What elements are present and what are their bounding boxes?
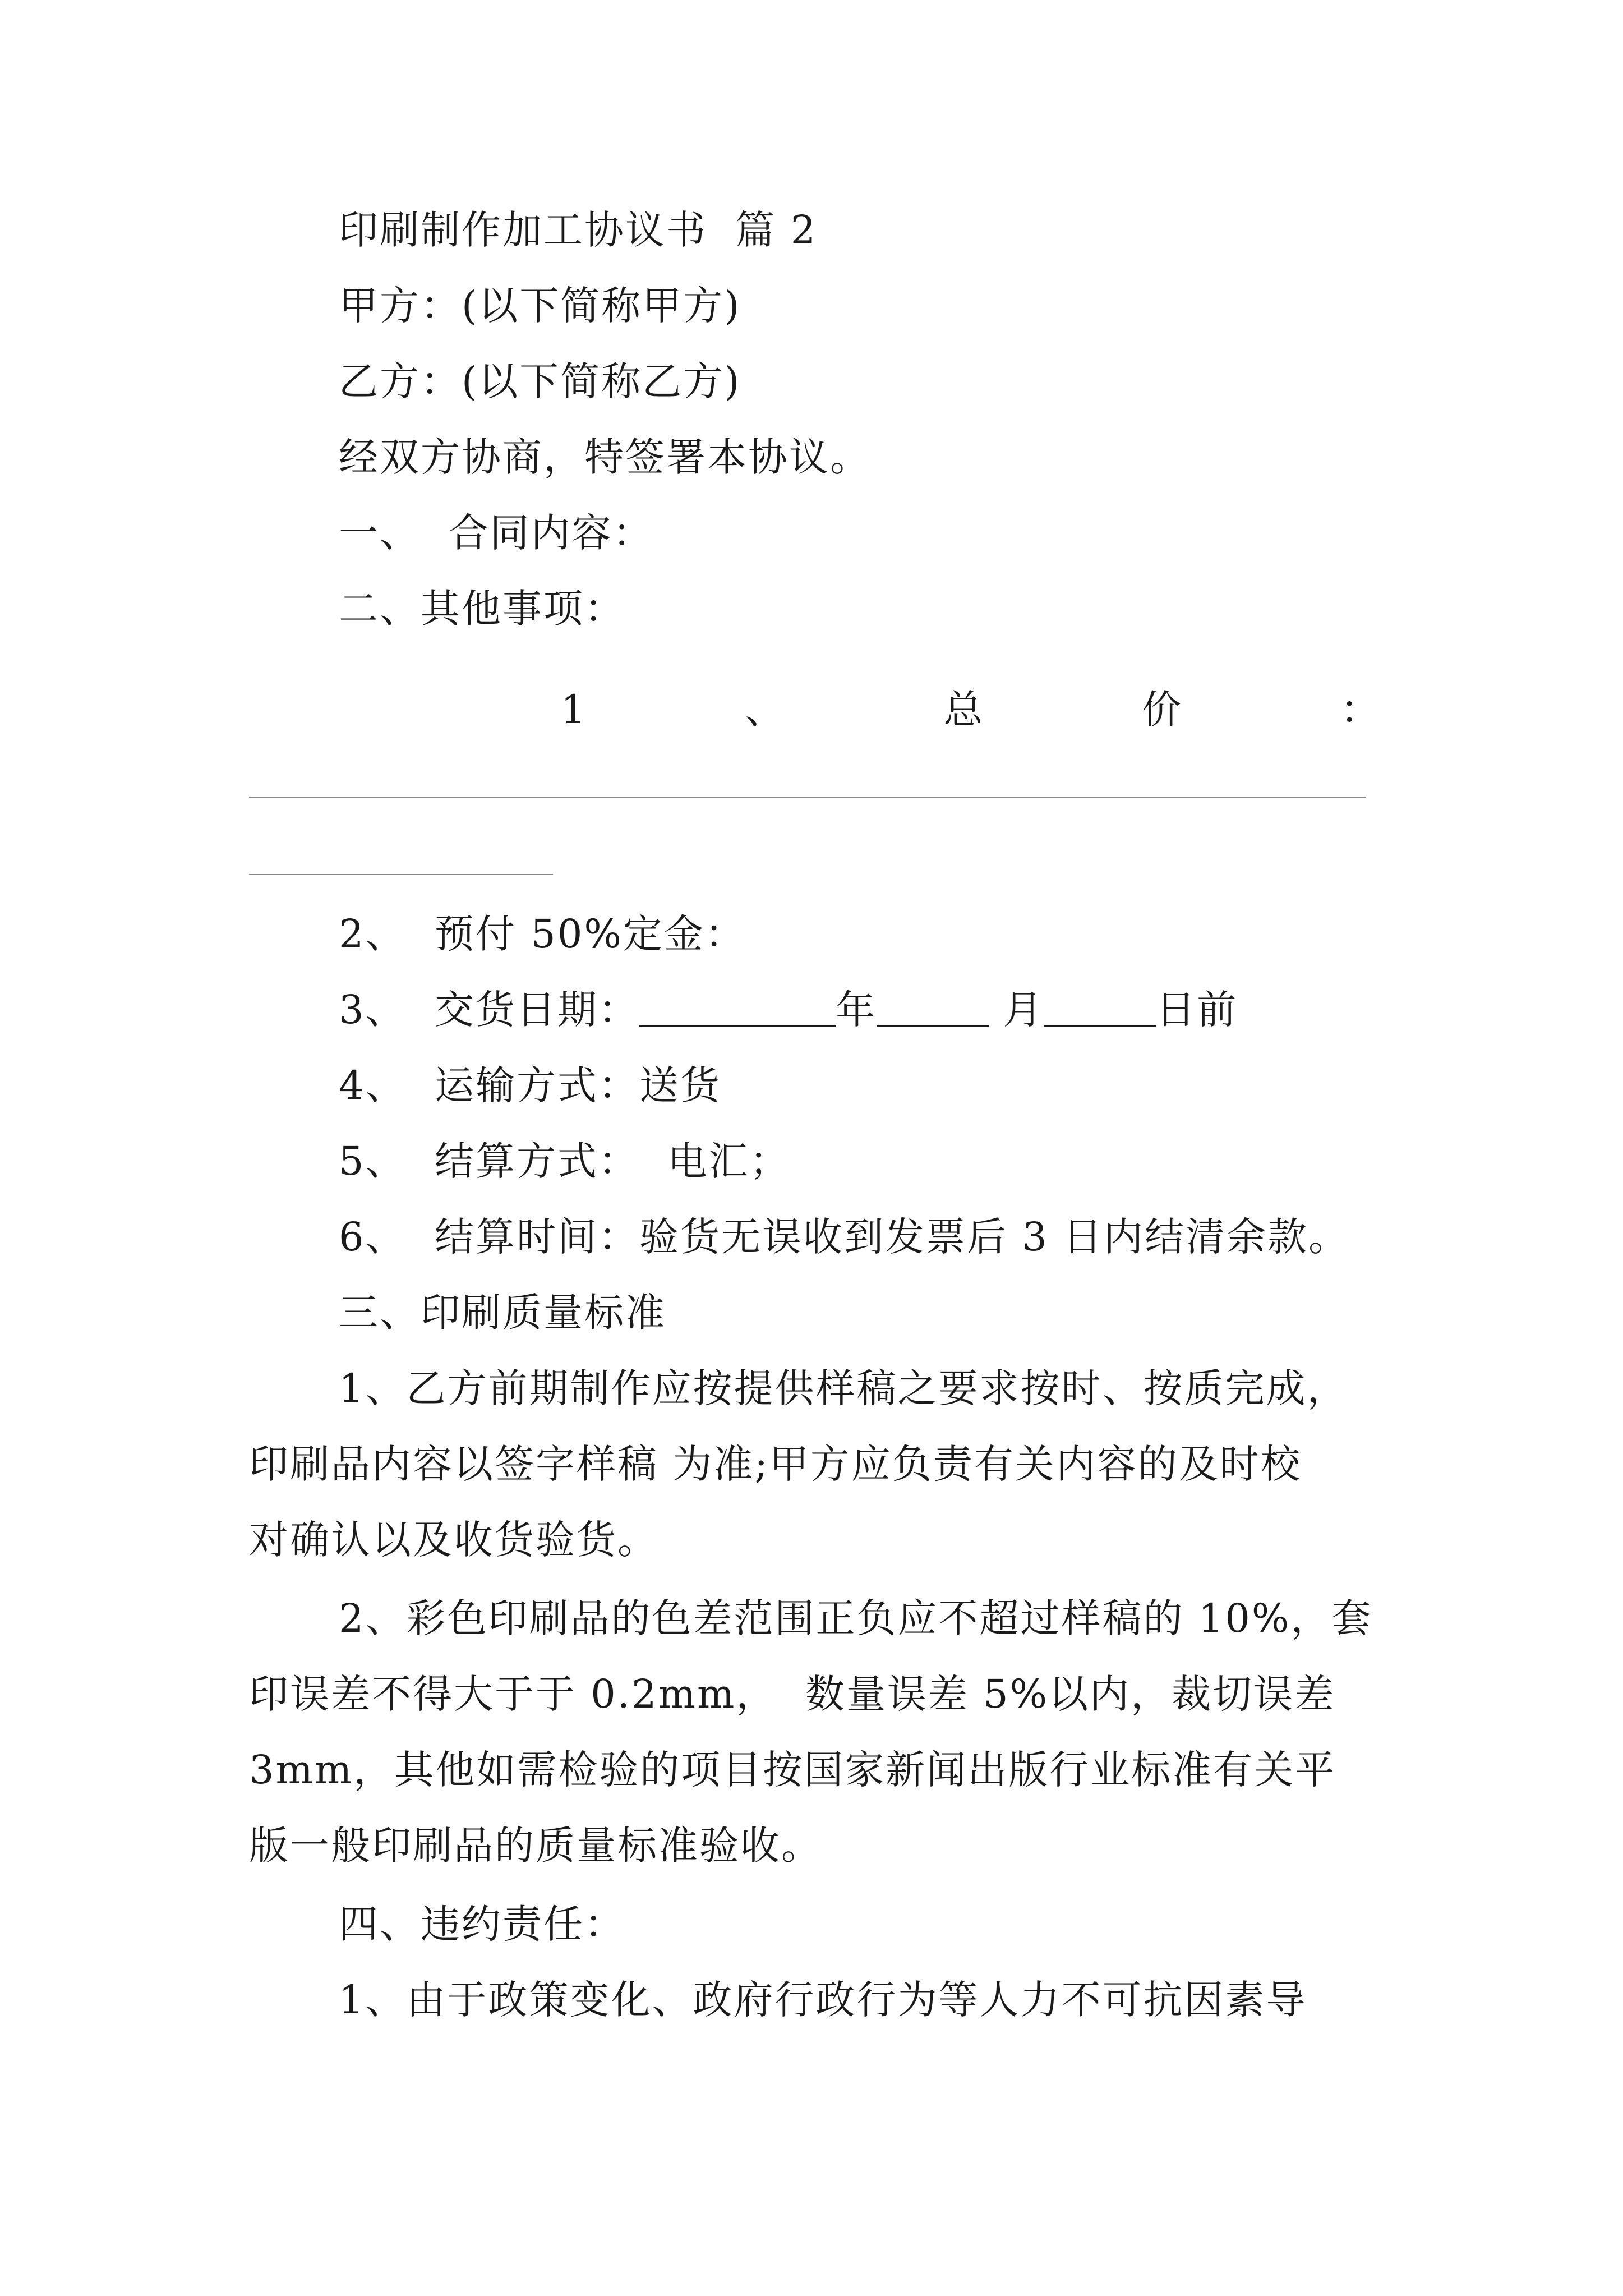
intro-text: 经双方协商，特签署本协议。 xyxy=(339,434,871,480)
paragraph-2-line-1: 2、彩色印刷品的色差范围正负应不超过样稿的 10%，套 xyxy=(339,1595,1373,1641)
total-price-line xyxy=(561,684,1380,735)
section-4-heading: 四、违约责任： xyxy=(339,1901,625,1947)
item-4-transport: 4、 运输方式：送货 xyxy=(339,1062,722,1108)
total-price-number: 1 xyxy=(561,687,586,733)
paragraph-2-line-3: 3mm，其他如需检验的项目按国家新闻出版行业标准有关平 xyxy=(249,1747,1336,1793)
total-price-blank-line-2 xyxy=(249,874,553,875)
paragraph-1-line-3: 对确认以及收货验货。 xyxy=(249,1517,658,1563)
year-blank xyxy=(639,991,836,1027)
paragraph-1-line-1: 1、乙方前期制作应按提供样稿之要求按时、按质完成， xyxy=(339,1365,1348,1411)
item-6-settlement-time: 6、 结算时间：验货无误收到发票后 3 日内结清余款。 xyxy=(339,1214,1350,1260)
day-blank xyxy=(1044,991,1156,1027)
section-2-heading: 二、其他事项： xyxy=(339,586,625,632)
item-5-settlement-method: 5、 结算方式： 电汇； xyxy=(339,1138,791,1184)
paragraph-3-line-1: 1、由于政策变化、政府行政行为等人力不可抗因素导 xyxy=(339,1977,1307,2023)
delivery-date-label: 3、 交货日期： xyxy=(339,987,640,1033)
total-price-colon: ： xyxy=(1340,687,1380,733)
day-label: 日前 xyxy=(1156,987,1238,1033)
total-price-char-2: 价 xyxy=(1142,687,1182,733)
paragraph-1-line-2: 印刷品内容以签字样稿 为准;甲方应负责有关内容的及时校 xyxy=(249,1441,1302,1487)
document-title: 印刷制作加工协议书 篇 2 xyxy=(339,207,818,253)
total-price-separator: 、 xyxy=(745,687,785,733)
party-a: 甲方：(以下简称甲方) xyxy=(339,283,741,329)
item-3-delivery-date xyxy=(339,984,1238,1035)
section-3-heading: 三、印刷质量标准 xyxy=(339,1290,666,1336)
total-price-blank-line-1 xyxy=(249,797,1366,798)
total-price-char-1: 总 xyxy=(943,687,983,733)
paragraph-2-line-4: 版一般印刷品的质量标准验收。 xyxy=(249,1823,822,1869)
month-blank xyxy=(877,991,989,1027)
party-b: 乙方：(以下简称乙方) xyxy=(339,358,741,404)
item-2-deposit: 2、 预付 50%定金： xyxy=(339,911,746,957)
month-label: 月 xyxy=(1003,987,1044,1033)
section-1-heading: 一、 合同内容： xyxy=(339,510,654,556)
year-label: 年 xyxy=(836,987,877,1033)
paragraph-2-line-2: 印误差不得大于于 0.2mm， 数量误差 5%以内，裁切误差 xyxy=(249,1671,1336,1717)
